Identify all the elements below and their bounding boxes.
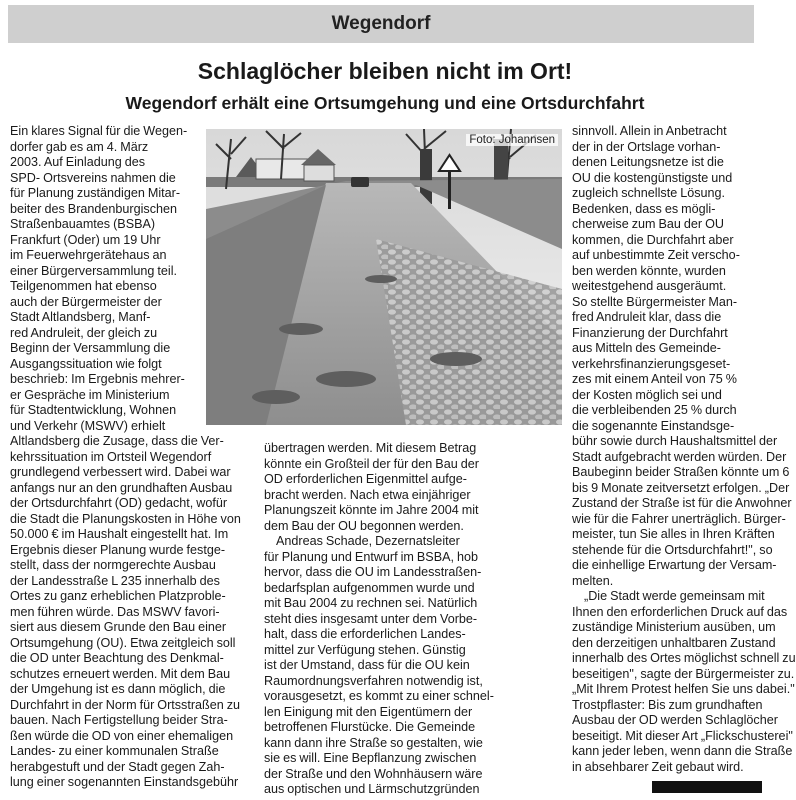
- text-line: und Verkehr (MSWV) erhielt: [10, 418, 166, 433]
- text-line: Finanzierung der Durchfahrt: [572, 325, 728, 340]
- text-line: Altlandsberg die Zusage, dass die Ver-: [10, 434, 224, 448]
- headline: Schlaglöcher bleiben nicht im Ort!: [197, 58, 573, 84]
- text-line: herabgestuft und der Stadt gegen Zah-: [10, 759, 225, 774]
- text-line: übertragen werden. Mit diesem Betrag: [264, 441, 477, 455]
- text-line: Ortsumgehung (OU). Etwa zeitgleich soll: [10, 635, 236, 650]
- text-line: Frankfurt (Oder) um 19 Uhr: [10, 232, 161, 247]
- text-line: Ausbau der OD werden Schlaglöcher: [572, 713, 778, 727]
- text-line: bis 9 Monate zeitversetzt erfolgen. „Der: [572, 480, 790, 495]
- text-line: hervor, dass die OU im Landesstraßen-: [264, 565, 482, 579]
- redaction-bar: [652, 781, 762, 793]
- text-line: wie für die Fahrer unerträglich. Bürger-: [572, 511, 786, 526]
- text-line: Beginn der Versammlung die: [10, 341, 171, 355]
- text-line: bauen. Nach Fertigstellung beider Stra-: [10, 713, 228, 727]
- text-line: die sogenannte Einstandsge-: [572, 418, 735, 433]
- text-line: ist der Umstand, dass für die OU kein: [264, 658, 470, 672]
- section-banner: [8, 5, 754, 43]
- text-line: stehende für die Ortsdurchfahrt!", so: [572, 542, 773, 557]
- text-line: mittel zur Verfügung stehen. Günstig: [264, 642, 466, 657]
- text-line: Zustand der Straße ist für die Anwohner: [572, 496, 792, 510]
- text-line: cherweise zum Bau der OU: [572, 217, 724, 231]
- text-line: innerhalb des Ortes möglichst schnell zu: [572, 651, 796, 665]
- text-line: Baubeginn beider Straßen könnte um 6: [572, 465, 790, 479]
- subheadline: Wegendorf erhält eine Ortsumgehung und eine Ortsdurchfahrt: [125, 93, 645, 113]
- text-line: Ortes zu ganz erheblichen Platzproble-: [10, 589, 226, 603]
- text-line: grundlegend verbessert wird. Dabei war: [10, 465, 231, 479]
- text-line: anfangs nur an den grundhaften Ausbau: [10, 480, 233, 495]
- text-line: auch der Bürgermeister der: [10, 294, 162, 309]
- text-line: bedarfsplan aufgenommen wurde und: [264, 580, 475, 595]
- text-line: Ergebnis dieser Planung wurde festge-: [10, 542, 226, 557]
- section-title: Wegendorf: [331, 13, 431, 34]
- text-line: im Feuerwehrgerätehaus an: [10, 248, 167, 262]
- text-line: könnte ein Großteil der für den Bau der: [264, 456, 479, 471]
- text-line: bühr sowie durch Haushaltsmittel der: [572, 434, 778, 448]
- text-line: die verbleibenden 25 % durch: [572, 403, 737, 417]
- text-line: der Landesstraße L 235 innerhalb des: [10, 573, 220, 588]
- text-line: dorfer gab es am 4. März: [10, 139, 149, 154]
- text-line: len Einigung mit den Eigentümern der: [264, 704, 473, 719]
- text-line: beseitigt. Mit dieser Art „Flickschusterei": [572, 728, 793, 743]
- text-line: weitestgehend ausgeräumt.: [572, 279, 727, 293]
- text-line: meister, tun Sie alles in Ihren Kräften: [572, 527, 775, 541]
- text-line: der Ortsdurchfahrt (OD) gedacht, wofür: [10, 496, 228, 510]
- text-line: bracht werden. Nach etwa einjähriger: [264, 487, 471, 502]
- text-line: fred Andruleit klar, dass die: [572, 310, 722, 324]
- text-line: Ausgangssituation wie folgt: [10, 356, 162, 371]
- text-line: schutzes erneuert werden. Mit dem Bau: [10, 666, 231, 681]
- text-line: für Planung zuständigen Mitar-: [10, 186, 181, 200]
- text-line: melten.: [572, 573, 614, 588]
- text-line: kommen, die Durchfahrt aber: [572, 232, 734, 247]
- text-line: OD erforderlichen Eigenmittel aufge-: [264, 472, 467, 486]
- text-line: er Gespräche im Ministerium: [10, 387, 170, 402]
- text-line: zes mit einem Anteil von 75 %: [572, 372, 737, 386]
- text-line: Bedenken, dass es mögli-: [572, 201, 716, 216]
- text-line: einer Bürgerversammlung teil.: [10, 263, 177, 278]
- text-line: aus optischen und Lärmschutzgründen: [264, 782, 480, 796]
- text-line: halt, dass die erforderlichen Landes-: [264, 627, 466, 641]
- text-line: der in der Ortslage vorhan-: [572, 139, 721, 154]
- text-line: beschrieb: Im Ergebnis mehrer-: [10, 372, 185, 386]
- text-line: Durchfahrt in der Norm für Ortsstraßen zu: [10, 697, 241, 712]
- text-line: zuständige Ministerium ausüben, um: [572, 620, 776, 634]
- text-line: mit Bau 2004 zu rechnen sei. Natürlich: [264, 596, 478, 610]
- text-line: der Umgehung ist es dann möglich, die: [10, 682, 226, 696]
- text-line: kann jeder leben, wenn dann die Straße: [572, 744, 793, 758]
- text-line: 2003. Auf Einladung des: [10, 155, 146, 169]
- text-line: men führen würde. Das MSWV favori-: [10, 604, 220, 619]
- text-line: für Stadtentwicklung, Wohnen: [10, 403, 177, 417]
- text-line: Andreas Schade, Dezernatsleiter: [276, 534, 460, 548]
- text-line: beseitigen", sagte der Bürgermeister zu.: [572, 666, 795, 681]
- text-line: Planungszeit könnte im Jahre 2004 mit: [264, 503, 479, 517]
- text-line: Teilgenommen hat ebenso: [10, 279, 157, 293]
- text-line: So stellte Bürgermeister Man-: [572, 294, 738, 309]
- text-line: OU die kostengünstigste und: [572, 170, 733, 185]
- text-line: in absehbarer Zeit gebaut wird.: [572, 759, 744, 774]
- text-line: steht dies insgesamt unter dem Vorbe-: [264, 611, 478, 626]
- text-line: SPD- Ortsvereins nahmen die: [10, 170, 176, 185]
- text-line: denen Leitungsnetze ist die: [572, 155, 724, 169]
- text-line: kann dann ihre Straße so gestalten, wie: [264, 735, 483, 750]
- article-column-2: [264, 441, 558, 798]
- text-line: Ein klares Signal für die Wegen-: [10, 124, 188, 138]
- text-line: Stadt aufgebracht werden würden. Der: [572, 449, 787, 464]
- text-line: aus Mitteln des Gemeinde-: [572, 341, 721, 355]
- text-line: dem Bau der OU begonnen werden.: [264, 518, 464, 533]
- text-line: Landes- zu einer kommunalen Straße: [10, 744, 219, 758]
- text-line: der Kosten möglich sei und: [572, 387, 722, 402]
- text-line: ben werden könnte, wurden: [572, 263, 726, 278]
- text-line: Stadt Altlandsberg, Manf-: [10, 310, 151, 324]
- text-line: verkehrsfinanzierungsgeset-: [572, 356, 731, 371]
- text-line: ßen würde die OD von einer ehemaligen: [10, 728, 234, 743]
- text-line: zugleich schnellste Lösung.: [572, 186, 726, 200]
- photo-credit: Foto: Johannsen: [466, 134, 558, 146]
- text-line: für Planung und Entwurf im BSBA, hob: [264, 549, 479, 564]
- text-line: „Mit Ihrem Protest helfen Sie uns dabei.": [572, 682, 795, 696]
- article-column-3: [572, 124, 796, 775]
- text-line: beiter des Brandenburgischen: [10, 201, 178, 216]
- road-photo-drawing: [206, 129, 562, 425]
- text-line: Straßenbauamtes (BSBA): [10, 217, 156, 231]
- text-line: kehrssituation im Ortsteil Wegendorf: [10, 449, 212, 464]
- text-line: Ihnen den erforderlichen Druck auf das: [572, 604, 788, 619]
- text-line: lung einer sogenannten Einstandsgebühr: [10, 775, 239, 789]
- article-photo: [206, 129, 562, 425]
- text-line: Trostpflaster: Bis zum grundhaften: [572, 697, 763, 712]
- text-line: die einhellige Erwartung der Versam-: [572, 558, 777, 572]
- text-line: die Stadt die Planungskosten in Höhe von: [10, 511, 241, 526]
- text-line: red Andruleit, der gleich zu: [10, 325, 158, 340]
- text-line: Raumordnungsverfahren notwendig ist,: [264, 673, 483, 688]
- text-line: auf unbestimmte Zeit verscho-: [572, 248, 740, 262]
- text-line: sie es will. Eine Bepflanzung zwischen: [264, 751, 477, 765]
- text-line: den derzeitigen unhaltbaren Zustand: [572, 635, 776, 650]
- text-line: 50.000 € im Haushalt eingestellt hat. Im: [10, 527, 229, 541]
- text-line: „Die Stadt werde gemeinsam mit: [584, 589, 765, 603]
- text-line: siert aus diesem Grunde den Bau einer: [10, 620, 227, 634]
- text-line: der Straße und den Wohnhäusern wäre: [264, 766, 483, 781]
- text-line: die OD unter Beachtung des Denkmal-: [10, 651, 224, 665]
- text-line: stellt, dass der normgerechte Ausbau: [10, 558, 216, 572]
- text-line: sinnvoll. Allein in Anbetracht: [572, 124, 727, 138]
- text-line: vorausgesetzt, es kommt zu einer schnel-: [264, 689, 494, 703]
- text-line: betroffenen Flurstücke. Die Gemeinde: [264, 720, 476, 734]
